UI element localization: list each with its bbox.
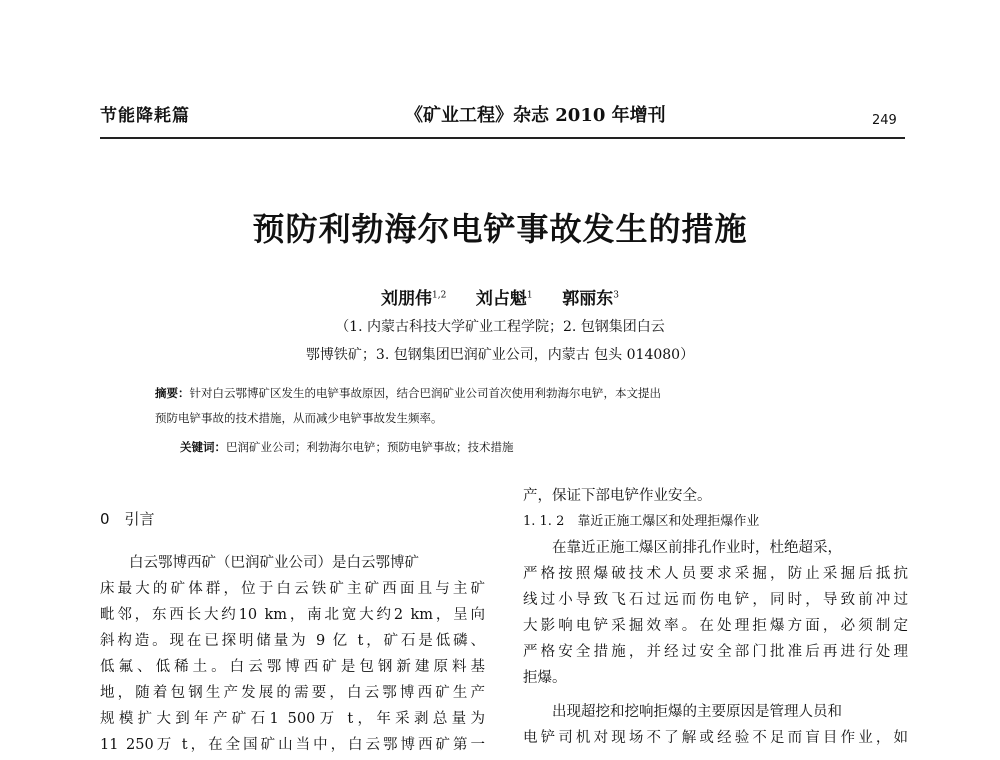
header-journal-title: 《矿业工程》杂志 2010 年增刊 [405, 105, 666, 126]
body-line: 低氟、低稀土。白云鄂博西矿是包钢新建原料基 [100, 659, 485, 675]
author-affiliation-mark: 1,2 [432, 290, 447, 301]
body-line: 11 250万 t，在全国矿山当中，白云鄂博西矿第一 [100, 737, 485, 753]
page-number: 249 [872, 113, 897, 128]
body-line: 床最大的矿体群，位于白云铁矿主矿西面且与主矿 [100, 581, 485, 597]
affiliation-line: 鄂博铁矿；3. 包钢集团巴润矿业公司，内蒙古 包头 014080） [305, 347, 695, 363]
abstract-line: 预防电铲事故的技术措施，从而减少电铲事故发生频率。 [155, 411, 443, 425]
body-line: 严格安全措施，并经过安全部门批准后再进行处理 [523, 644, 908, 660]
body-line: 地，随着包钢生产发展的需要，白云鄂博西矿生产 [100, 685, 485, 701]
body-line: 白云鄂博西矿（巴润矿业公司）是白云鄂博矿 [129, 555, 419, 571]
right-column [523, 483, 908, 751]
header-rule [100, 137, 905, 139]
body-line: 规模扩大到年产矿石1 500万 t，年采剥总量为 [100, 711, 485, 727]
keywords-label: 关键词： [180, 440, 226, 454]
body-line: 大影响电铲采掘效率。在处理拒爆方面，必须制定 [523, 618, 908, 634]
body-line: 产，保证下部电铲作业安全。 [523, 488, 712, 504]
keywords-text: 巴润矿业公司；利勃海尔电铲；预防电铲事故；技术措施 [226, 440, 514, 454]
header-section-label: 节能降耗篇 [100, 106, 190, 126]
body-line: 严格按照爆破技术人员要求采掘，防止采掘后抵抗 [523, 566, 908, 582]
body-line: 斜构造。现在已探明储量为 9 亿 t，矿石是低磷、 [100, 633, 485, 649]
body-line: 在靠近正施工爆区前排孔作业时，杜绝超采， [552, 540, 842, 556]
subsection-heading: 1. 1. 2 靠近正施工爆区和处理拒爆作业 [523, 514, 760, 529]
author-affiliation-mark: 3 [613, 290, 619, 301]
body-line: 电铲司机对现场不了解或经验不足而盲目作业，如 [523, 730, 908, 746]
affiliation-line: （1. 内蒙古科技大学矿业工程学院；2. 包钢集团白云 [335, 319, 665, 335]
paper-title: 预防利勃海尔电铲事故发生的措施 [252, 210, 748, 248]
section-heading: 0 引言 [100, 510, 155, 528]
author-list [0, 284, 1000, 309]
abstract-label: 摘要： [155, 386, 190, 400]
keywords-line [180, 436, 900, 458]
body-line: 线过小导致飞石过远而伤电铲，同时，导致前冲过 [523, 592, 908, 608]
body-line: 毗邻，东西长大约10 km，南北宽大约2 km，呈向 [100, 607, 485, 623]
body-line: 出现超挖和挖响拒爆的主要原因是管理人员和 [552, 704, 842, 720]
author-name: 刘朋伟 [381, 289, 432, 309]
body-line: 拒爆。 [523, 670, 567, 686]
author-name: 郭丽东 [562, 289, 614, 309]
author-affiliation-mark: 1 [526, 290, 533, 301]
abstract-line [155, 382, 875, 404]
left-column [100, 506, 485, 758]
author-name: 刘占魁 [475, 289, 527, 309]
abstract-text: 针对白云鄂博矿区发生的电铲事故原因，结合巴润矿业公司首次使用利勃海尔电铲，本文提出 [189, 386, 661, 400]
